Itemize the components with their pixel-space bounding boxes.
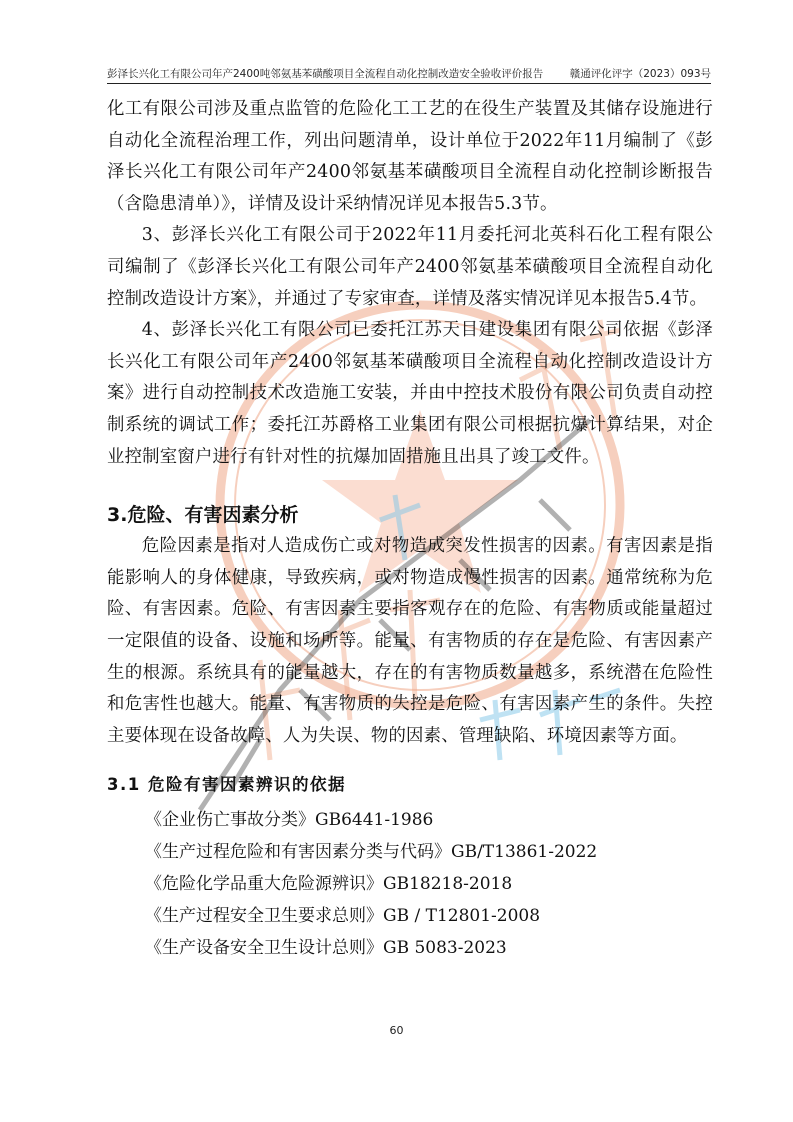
header-divider xyxy=(107,83,711,84)
section-3-paragraph: 危险因素是指对人造成伤亡或对物造成突发性损害的因素。有害因素是指能影响人的身体健康，导致疾病，或对物造成慢性损害的因素。通常统称为危险、有害因素。危险、有害因素主要指客观存在的危险、有害物质或能量超过一定限值的设备、设施和场所等。能量、有害物质的存在是危险、有害因素产生的根源。系统具有的能量越大，存在的有害物质数量越多，系统潜在危险性和危害性也越大。能量、有害物质的失控是危险、有害因素产生的条件。失控主要体现在设备故障、人为失误、物的因素、管理缺陷、环境因素等方面。 xyxy=(107,536,713,746)
header-report-number: 赣通评化评字（2023）093号 xyxy=(569,68,711,80)
reference-standards-list xyxy=(107,804,713,964)
paragraph-item-4: 4、彭泽长兴化工有限公司已委托江苏天目建设集团有限公司依据《彭泽长兴化工有限公司年产2400邻氨基苯磺酸项目全流程自动化控制改造设计方案》进行自动控制技术改造施工安装，并由中控技术股份有限公司负责自动控制系统的调试工作；委托江苏爵格工业集团有限公司根据抗爆计算结果，对企业控制室窗户进行有针对性的抗爆加固措施且出具了竣工文件。 xyxy=(107,320,713,467)
reference-item: 《危险化学品重大危险源辨识》GB18218-2018 xyxy=(145,874,513,895)
reference-item: 《生产过程危险和有害因素分类与代码》GB/T13861-2022 xyxy=(145,842,598,863)
running-header xyxy=(107,66,711,81)
reference-item: 《企业伤亡事故分类》GB6441-1986 xyxy=(145,810,434,831)
section-3-heading: 3.危险、有害因素分析 xyxy=(107,504,299,527)
reference-item: 《生产设备安全卫生设计总则》GB 5083-2023 xyxy=(145,938,507,959)
page-number: 60 xyxy=(389,1024,404,1037)
header-report-title: 彭泽长兴化工有限公司年产2400吨邻氨基苯磺酸项目全流程自动化控制改造安全验收评价报告 xyxy=(107,68,544,80)
section-3-1-heading: 3.1 危险有害因素辨识的依据 xyxy=(107,775,346,795)
page-body xyxy=(107,94,713,964)
paragraph-item-3: 3、彭泽长兴化工有限公司于2022年11月委托河北英科石化工程有限公司编制了《彭泽长兴化工有限公司年产2400邻氨基苯磺酸项目全流程自动化控制改造设计方案》，并通过了专家审查，详情及落实情况详见本报告5.4节。 xyxy=(107,225,713,309)
reference-item: 《生产过程安全卫生要求总则》GB / T12801-2008 xyxy=(145,906,541,927)
paragraph-continuation: 化工有限公司涉及重点监管的危险化工工艺的在役生产装置及其储存设施进行自动化全流程治理工作，列出问题清单，设计单位于2022年11月编制了《彭泽长兴化工有限公司年产2400邻氨基苯磺酸项目全流程自动化控制诊断报告（含隐患清单）》，详情及设计采纳情况详见本报告5.3节。 xyxy=(107,99,713,214)
